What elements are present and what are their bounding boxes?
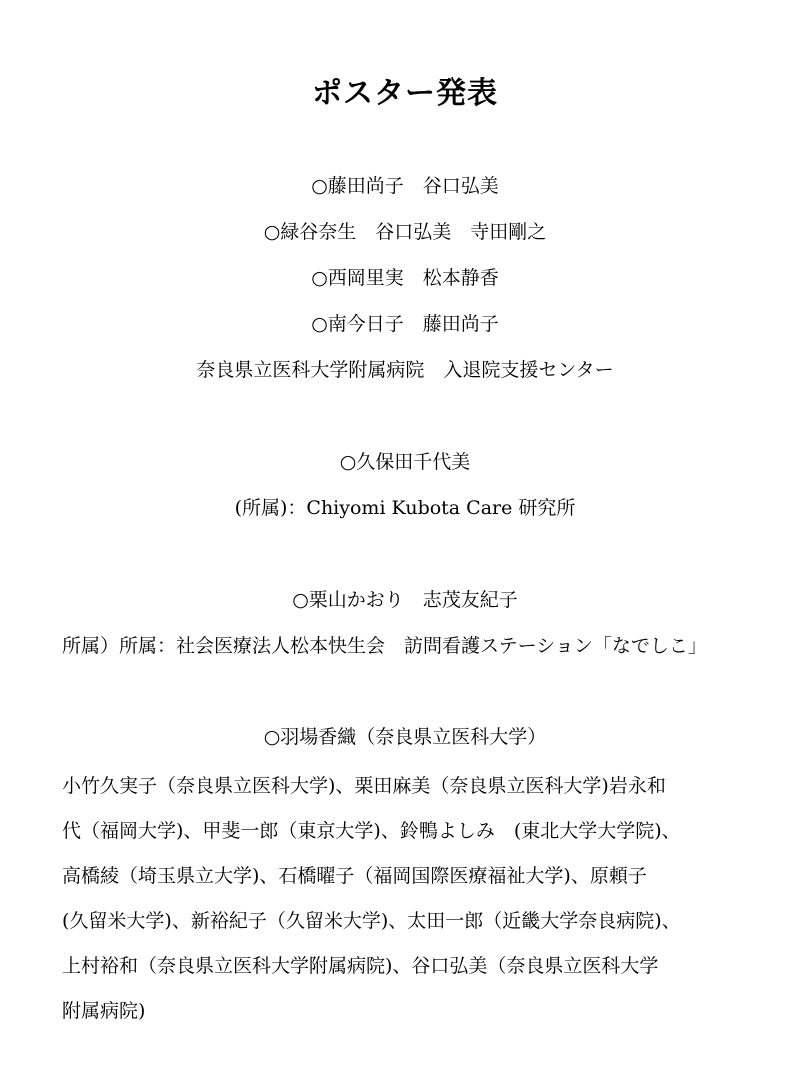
group1-author-line-4: ○南今日子 藤田尚子 bbox=[311, 313, 499, 335]
coauthor-line: (久留米大学)、新裕紀子（久留米大学)、太田一郎（近畿大学奈良病院)、 bbox=[62, 910, 681, 932]
group4-coauthors-paragraph bbox=[62, 764, 750, 1034]
group2-author: ○久保田千代美 bbox=[339, 451, 471, 473]
page-title: ポスター発表 bbox=[312, 76, 498, 111]
group1-affiliation: 奈良県立医科大学附属病院 入退院支援センター bbox=[196, 359, 614, 381]
group4-lead-author: ○羽場香織（奈良県立医科大学） bbox=[263, 726, 547, 748]
coauthor-line: 小竹久実子（奈良県立医科大学)、栗田麻美（奈良県立医科大学)岩永和 bbox=[62, 775, 666, 797]
group1-author-line-1: ○藤田尚子 谷口弘美 bbox=[311, 175, 499, 197]
coauthor-line: 附属病院) bbox=[62, 1000, 146, 1022]
coauthor-line: 上村裕和（奈良県立医科大学附属病院)、谷口弘美（奈良県立医科大学 bbox=[62, 955, 659, 977]
group1-author-line-2: ○緑谷奈生 谷口弘美 寺田剛之 bbox=[263, 221, 547, 243]
group3-authors: ○栗山かおり 志茂友紀子 bbox=[292, 589, 518, 611]
coauthor-line: 代（福岡大学)、甲斐一郎（東京大学)、鈴鴨よしみ (東北大学大学院)、 bbox=[62, 820, 681, 842]
group1-author-line-3: ○西岡里実 松本静香 bbox=[311, 267, 499, 289]
group3-affiliation: 所属）所属：社会医療法人松本快生会 訪問看護ステーション「なでしこ」 bbox=[62, 635, 707, 657]
group2-affiliation: (所属)：Chiyomi Kubota Care 研究所 bbox=[234, 497, 576, 519]
coauthor-line: 高橋綾（埼玉県立大学)、石橋曜子（福岡国際医療福祉大学)、原頼子 bbox=[62, 865, 647, 887]
